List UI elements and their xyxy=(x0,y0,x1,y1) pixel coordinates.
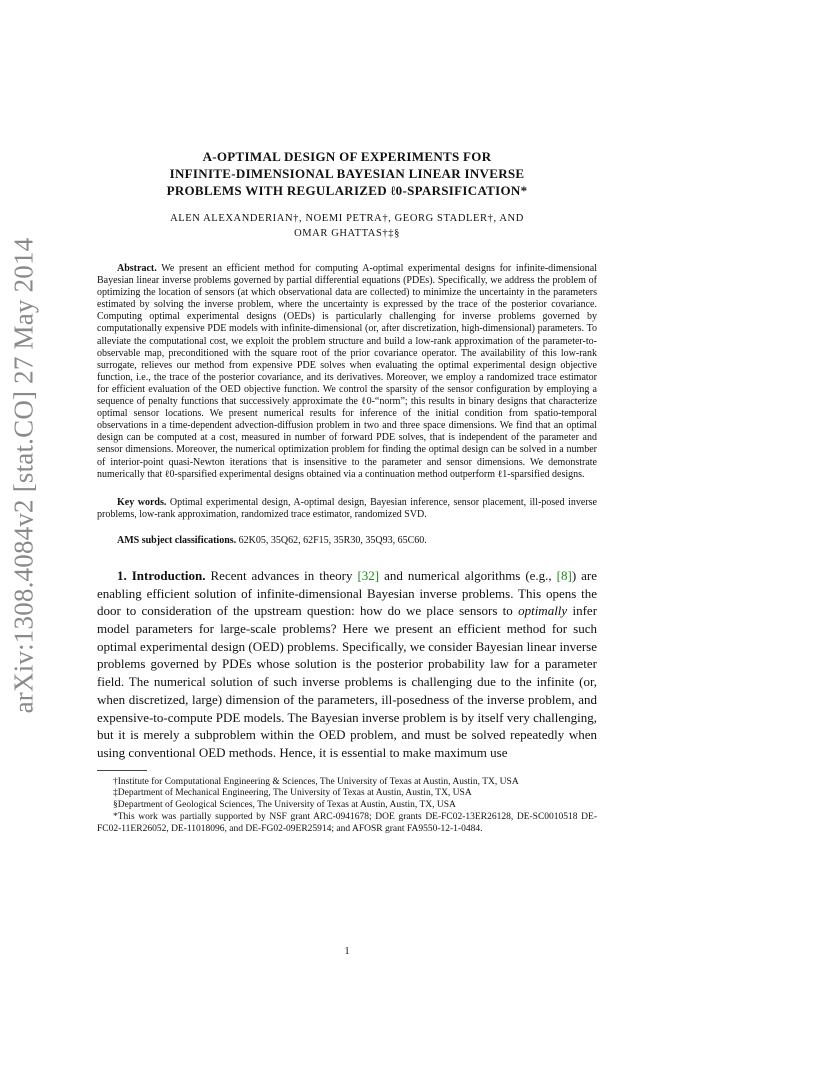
authors-line-1: ALEN ALEXANDERIAN†, NOEMI PETRA†, GEORG STADLER†, AND xyxy=(170,213,524,224)
ams-label: AMS subject classifications. xyxy=(117,534,237,546)
footnote-geology: §Department of Geological Sciences, The University of Texas at Austin, Austin, TX, USA xyxy=(113,800,456,811)
keywords-text: Optimal experimental design, A-optimal design, Bayesian inference, sensor placement, ill-posed inverse problems, low-rank approximation, randomized trace estimator, randomized SVD. xyxy=(97,496,597,520)
intro-text-4: infer model parameters for large-scale problems? Here we present an efficient method for such optimal experimental design (OED) problems. Specifically, we consider Bayesian linear inverse problems governed by PDEs whose solution is the posterior probability law for a parameter field. The numerical solution of such inverse problems is challenging due to the infinite (or, when discretized, large) dimension of the parameters, ill-posedness of the inverse problem, and expensive-to-compute PDE models. The Bayesian inverse problem is by itself very challenging, but it is merely a subproblem within the OED problem, and must be solved repeatedly when using conventional OED methods. Hence, it is essential to make maximum use xyxy=(97,603,598,760)
footnote-ices: †Institute for Computational Engineering & Sciences, The University of Texas at Austin, Austin, TX, USA xyxy=(113,776,519,787)
authors-line-2: OMAR GHATTAS†‡§ xyxy=(294,228,400,239)
page-number: 1 xyxy=(344,946,350,957)
ams-classifications xyxy=(97,535,597,547)
author-list xyxy=(97,211,597,241)
intro-text-3: ) are enabling efficient solution of infinite-dimensional Bayesian inverse problems. This opens the door to consideration of the upstream question: how do we place sensors to xyxy=(97,567,597,619)
paper-page xyxy=(97,148,597,835)
keywords-label: Key words. xyxy=(117,496,167,508)
footnote-divider xyxy=(97,770,147,771)
footnote-mech-eng: ‡Department of Mechanical Engineering, The University of Texas at Austin, Austin, TX, USA xyxy=(113,788,472,799)
title-line-1: A-OPTIMAL DESIGN OF EXPERIMENTS FOR xyxy=(202,149,492,164)
abstract-text: We present an efficient method for computing A-optimal experimental designs for infinite-dimensional Bayesian linear inverse problems governed by partial differential equations (PDEs). Specifically, we address the problem of optimizing the location of sensors (at which observational data are collected) to minimize the uncertainty in the parameters estimated by solving the inverse problem, where the uncertainty is expressed by the trace of the posterior covariance. Computing optimal experimental designs (OEDs) is particularly challenging for inverse problems governed by computationally expensive PDE models with infinite-dimensional (or, after discretization, high-dimensional) parameters. To alleviate the computational cost, we exploit the problem structure and build a low-rank approximation of the parameter-to-observable map, preconditioned with the square root of the prior covariance operator. The availability of this low-rank surrogate, relieves our method from expensive PDE solves when evaluating the optimal experimental design objective function, i.e., the trace of the posterior covariance, and its derivatives. Moreover, we employ a randomized trace estimator for efficient evaluation of the OED objective function. We control the sparsity of the sensor configuration by employing a sequence of penalty functions that successively approximate the ℓ0-“norm”; this results in binary designs that characterize optimal sensor locations. We present numerical results for inference of the initial condition from spatio-temporal observations in a time-dependent advection-diffusion problem in two and three space dimensions. We find that an optimal design can be computed at a cost, measured in number of forward PDE solves, that is independent of the parameter and sensor dimensions. Moreover, the numerical optimization problem for finding the optimal design can be solved in a number of interior-point quasi-Newton iterations that is insensitive to the parameter and sensor dimensions. We demonstrate numerically that ℓ0-sparsified experimental designs obtained via a continuation method outperform ℓ1-sparsified designs. xyxy=(97,263,598,480)
intro-emphasis: optimally xyxy=(518,603,568,619)
introduction-section xyxy=(97,567,597,762)
ams-text: 62K05, 35Q62, 62F15, 35R30, 35Q93, 65C60. xyxy=(238,534,427,546)
keywords xyxy=(97,497,597,521)
abstract-label: Abstract. xyxy=(117,263,157,274)
arxiv-identifier-stamp xyxy=(0,237,48,713)
footnotes xyxy=(97,777,597,836)
footnote-funding: *This work was partially supported by NSF grant ARC-0941678; DOE grants DE-FC02-13ER26128, DE-SC0010518 DE-FC02-11ER26052, DE-11018096, and DE-FG02-09ER25914; and AFOSR grant FA9550-12-1-0484. xyxy=(97,811,597,834)
arxiv-id-text: arXiv:1308.4084v2 [stat.CO] 27 May 2014 xyxy=(8,237,39,713)
abstract xyxy=(97,263,597,481)
title-line-2: INFINITE-DIMENSIONAL BAYESIAN LINEAR INVERSE xyxy=(169,166,525,181)
title-line-3: PROBLEMS WITH REGULARIZED ℓ0-SPARSIFICATION* xyxy=(166,183,528,198)
citation-link-8[interactable]: [8] xyxy=(556,567,572,583)
intro-text-2: and numerical algorithms (e.g., xyxy=(384,567,552,583)
citation-link-32[interactable]: [32] xyxy=(357,567,380,583)
intro-text-1: Recent advances in theory xyxy=(210,567,353,583)
paper-title xyxy=(97,148,597,199)
section-heading: 1. Introduction. xyxy=(117,567,206,583)
